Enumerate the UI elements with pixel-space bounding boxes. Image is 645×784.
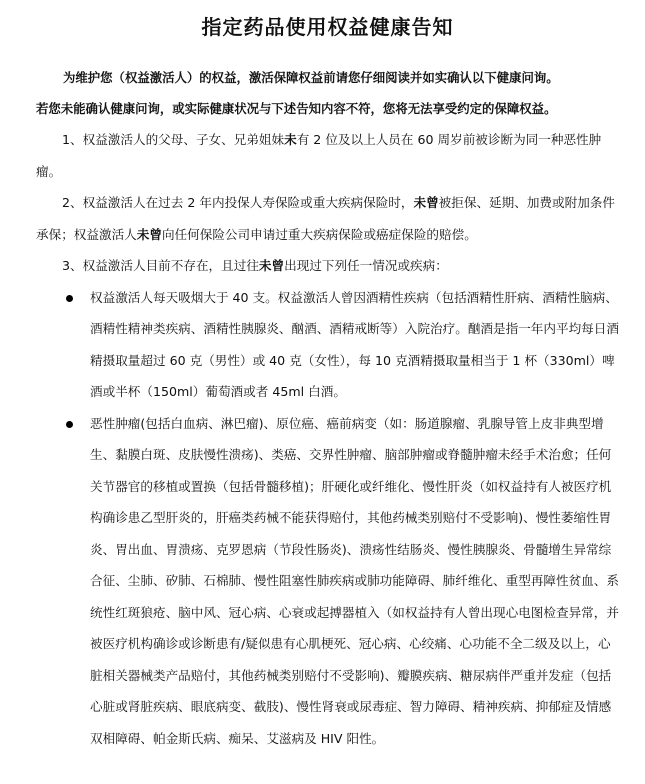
notice-paragraph (36, 62, 619, 124)
emphasis-weiceng: 未曾 (136, 226, 162, 242)
emphasis-weiceng: 未曾 (413, 195, 439, 210)
bullet-icon (66, 421, 73, 428)
clause-1: 1、权益激活人的父母、子女、兄弟姐妹未有 2 位及以上人员在 60 周岁前被诊断为同一种恶性肿瘤。 (36, 132, 602, 179)
clause-2: 2、权益激活人在过去 2 年内投保人寿保险或重大疾病保险时，未曾被拒保、延期、加费或附加条件承保；权益激活人未曾向任何保险公司申请过重大疾病保险或癌症保险的赔偿。 (36, 195, 615, 242)
condition-list (36, 282, 619, 755)
emphasis-weiceng: 未曾 (258, 258, 285, 273)
notice-line-2: 若您未能确认健康问询，或实际健康状况与下述告知内容不符，您将无法享受约定的保障权益。 (36, 101, 557, 116)
clause-3: 3、权益激活人目前不存在，且过往未曾出现过下列任一情况或疾病： (62, 258, 448, 273)
bullet-icon (66, 295, 73, 302)
document-title: 指定药品使用权益健康告知 (201, 15, 454, 39)
list-item: 权益激活人每天吸烟大于 40 支。权益激活人曾因酒精性疾病（包括酒精性肝病、酒精性脑病、酒精性精神类疾病、酒精性胰腺炎、酗酒、酒精戒断等）入院治疗。酗酒是指一年内平均每日酒精摄取量超过 60 克（男性）或 40 克（女性），每 10 克酒精摄取量相当于 1 杯（330ml）啤酒或半杯（150ml）葡萄酒或者 45ml 白酒。 (36, 282, 619, 408)
notice-line-1: 为维护您（权益激活人）的权益，激活保障权益前请您仔细阅读并如实确认以下健康问询。 (63, 70, 559, 85)
list-item: 恶性肿瘤(包括白血病、淋巴瘤)、原位癌、癌前病变（如：肠道腺瘤、乳腺导管上皮非典型增生、黏膜白斑、皮肤慢性溃疡)、类癌、交界性肿瘤、脑部肿瘤或脊髓肿瘤未经手术治愈；任何关节器官的移植或置换（包括骨髓移植)；肝硬化或纤维化、慢性肝炎（如权益持有人被医疗机构确诊患乙型肝炎的，肝癌类药械不能获得赔付，其他药械类别赔付不受影响)、慢性萎缩性胃炎、胃出血、胃溃疡、克罗恩病（节段性肠炎)、溃疡性结肠炎、慢性胰腺炎、骨髓增生异常综合征、尘肺、矽肺、石棉肺、慢性阻塞性肺疾病或肺功能障碍、肺纤维化、重型再障性贫血、系统性红斑狼疮、脑中风、冠心病、心衰或起搏器植入（如权益持有人曾出现心电图检查异常，并被医疗机构确诊或诊断患有/疑似患有心肌梗死、冠心病、心绞痛、心功能不全二级及以上，心脏相关器械类产品赔付，其他药械类别赔付不受影响)、瓣膜疾病、糖尿病伴严重并发症（包括心脏或肾脏疾病、眼底病变、截肢)、慢性肾衰或尿毒症、智力障碍、精神疾病、抑郁症及情感双相障碍、帕金斯氏病、痴呆、艾滋病及 HIV 阳性。 (36, 408, 619, 755)
emphasis-wei: 未 (284, 132, 297, 147)
